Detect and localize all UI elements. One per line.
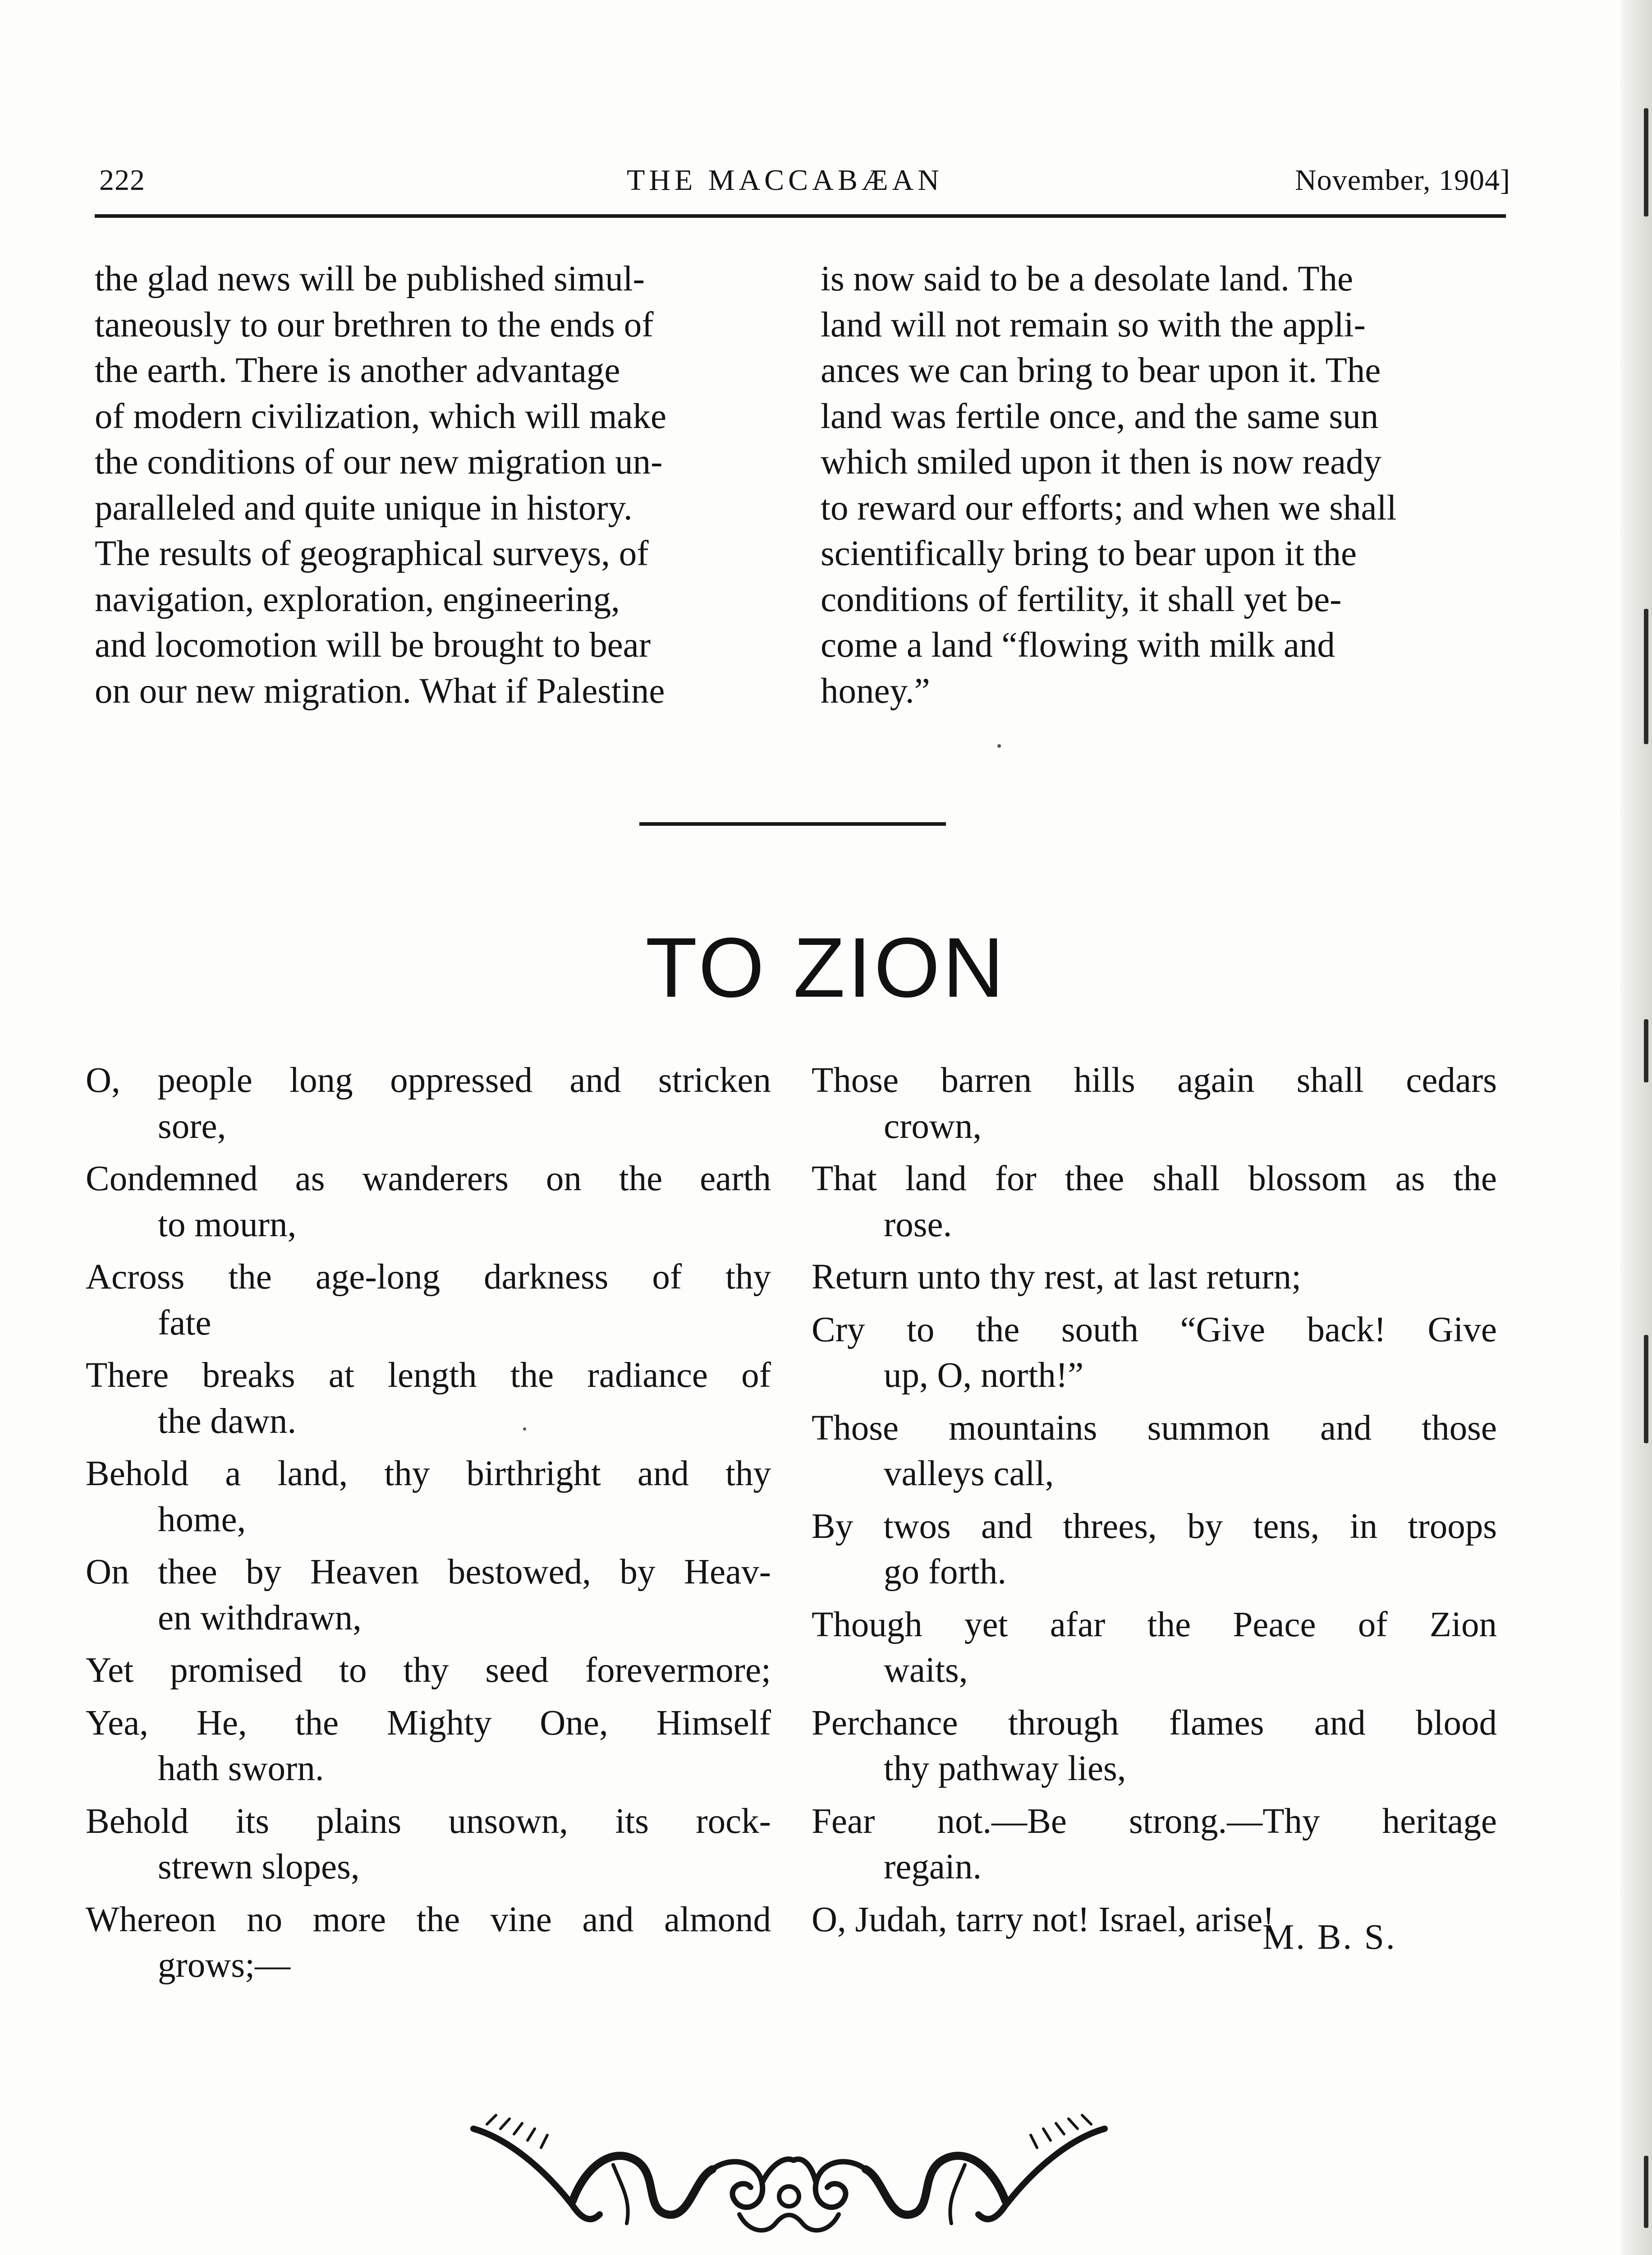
poem-line-text: Across the age-long darkness of thy bbox=[86, 1257, 771, 1297]
page-edge-shadow bbox=[1620, 0, 1652, 2255]
edge-mark bbox=[1644, 1019, 1648, 1082]
poem-line-text: Return unto thy rest, at last return; bbox=[812, 1257, 1302, 1297]
poem-line bbox=[812, 1700, 1497, 1792]
poem-line bbox=[812, 1156, 1497, 1247]
poem-line bbox=[86, 1700, 771, 1792]
poem-line-continuation: strewn slopes, bbox=[158, 1847, 360, 1887]
poem-line-text: There breaks at length the radiance of bbox=[86, 1356, 771, 1395]
poem-line-continuation: hath sworn. bbox=[158, 1749, 324, 1788]
poem-line bbox=[86, 1648, 771, 1694]
poem-line-continuation: fate bbox=[158, 1303, 211, 1343]
poem-line-text: O, people long oppressed and stricken bbox=[86, 1061, 771, 1100]
poem-line-continuation: grows;— bbox=[158, 1946, 291, 1985]
header-rule bbox=[95, 214, 1506, 218]
journal-title: THE MACCABÆAN bbox=[627, 164, 943, 197]
poem-line-continuation: to mourn, bbox=[158, 1205, 297, 1244]
poem-line-continuation: crown, bbox=[884, 1106, 982, 1146]
decorative-ornament bbox=[469, 2111, 1109, 2241]
poem-line bbox=[86, 1353, 771, 1444]
poem-line-text: Yea, He, the Mighty One, Himself bbox=[86, 1703, 771, 1743]
poem-line-text: Behold its plains unsown, its rock- bbox=[86, 1801, 771, 1841]
poem-line-continuation: valleys call, bbox=[884, 1454, 1054, 1493]
edge-mark bbox=[1644, 1335, 1648, 1443]
edge-mark bbox=[1644, 609, 1648, 744]
poem-line-text: Cry to the south “Give back! Give bbox=[812, 1310, 1497, 1349]
poem-line-continuation: en withdrawn, bbox=[158, 1598, 362, 1638]
poem-line bbox=[812, 1504, 1497, 1595]
poem-line-text: Whereon no more the vine and almond bbox=[86, 1900, 771, 1939]
poem-line-continuation: home, bbox=[158, 1500, 246, 1539]
poem-line bbox=[812, 1799, 1497, 1890]
poem-line bbox=[86, 1058, 771, 1149]
poem-line-continuation: regain. bbox=[884, 1847, 982, 1887]
poem-line-continuation: sore, bbox=[158, 1106, 226, 1146]
poem-line-text: By twos and threes, by tens, in troops bbox=[812, 1506, 1497, 1546]
poem-line-text: That land for thee shall blossom as the bbox=[812, 1159, 1497, 1198]
poem-line bbox=[86, 1254, 771, 1346]
poem-line-continuation: go forth. bbox=[884, 1552, 1007, 1592]
poem-title: TO ZION bbox=[645, 920, 1007, 1015]
page-number: 222 bbox=[99, 164, 145, 197]
poem-line-continuation: rose. bbox=[884, 1205, 952, 1244]
prose-column-right: is now said to be a desolate land. The land will not remain so with the appli- ances we can bring to bear upon it. The land was fertile once, and the same sun which smiled upon it then is now ready to reward our efforts; and when we shall scientifically bring to bear upon it the conditions of fertility, it shall yet be- come a land “flowing with milk and honey.” bbox=[821, 259, 1397, 711]
poem-line bbox=[812, 1058, 1497, 1149]
poem-line-continuation: waits, bbox=[884, 1651, 968, 1690]
print-speck bbox=[523, 1427, 526, 1431]
print-speck bbox=[997, 744, 1001, 748]
poem-line-text: Fear not.—Be strong.—Thy heritage bbox=[812, 1801, 1497, 1841]
poem-line bbox=[812, 1602, 1497, 1694]
poem-column-left bbox=[86, 1058, 771, 1995]
poem-line bbox=[86, 1549, 771, 1641]
poem-line-text: On thee by Heaven bestowed, by Heav- bbox=[86, 1552, 771, 1592]
issue-date: November, 1904] bbox=[1295, 164, 1510, 197]
poem-line-continuation: the dawn. bbox=[158, 1401, 297, 1441]
poem-line-continuation: thy pathway lies, bbox=[884, 1749, 1126, 1788]
poem-line-text: Perchance through flames and blood bbox=[812, 1703, 1497, 1743]
poem-column-right bbox=[812, 1058, 1497, 1949]
poem-line-text: Behold a land, thy birthright and thy bbox=[86, 1454, 771, 1493]
poem-line bbox=[86, 1799, 771, 1890]
edge-mark bbox=[1644, 2156, 1648, 2228]
running-header bbox=[0, 160, 1652, 205]
poem-line bbox=[812, 1254, 1497, 1300]
poem-line-text: Condemned as wanderers on the earth bbox=[86, 1159, 771, 1198]
poem-line bbox=[812, 1307, 1497, 1399]
poem-line-text: Those mountains summon and those bbox=[812, 1408, 1497, 1448]
prose-column-left: the glad news will be published simul- taneously to our brethren to the ends of the earth. There is another advantage of modern civilization, which will make the conditions of our new migration un- paralleled and quite unique in history. The results of geographical surveys, of navigation, exploration, engineering, and locomotion will be brought to bear on our new migration. What if Palestine bbox=[95, 259, 667, 711]
poem-line-text: O, Judah, tarry not! Israel, arise! bbox=[812, 1900, 1275, 1939]
poem-line-text: Those barren hills again shall cedars bbox=[812, 1061, 1497, 1100]
section-divider bbox=[639, 822, 946, 826]
poem-line bbox=[86, 1451, 771, 1542]
poem-line-text: Yet promised to thy seed forevermore; bbox=[86, 1651, 771, 1690]
poem-line bbox=[86, 1156, 771, 1247]
poem-line bbox=[86, 1897, 771, 1988]
poem-line-continuation: up, O, north!” bbox=[884, 1356, 1084, 1395]
poem-signature: M. B. S. bbox=[1262, 1918, 1397, 1957]
poem-line-text: Though yet afar the Peace of Zion bbox=[812, 1605, 1497, 1644]
poem-line bbox=[812, 1405, 1497, 1497]
